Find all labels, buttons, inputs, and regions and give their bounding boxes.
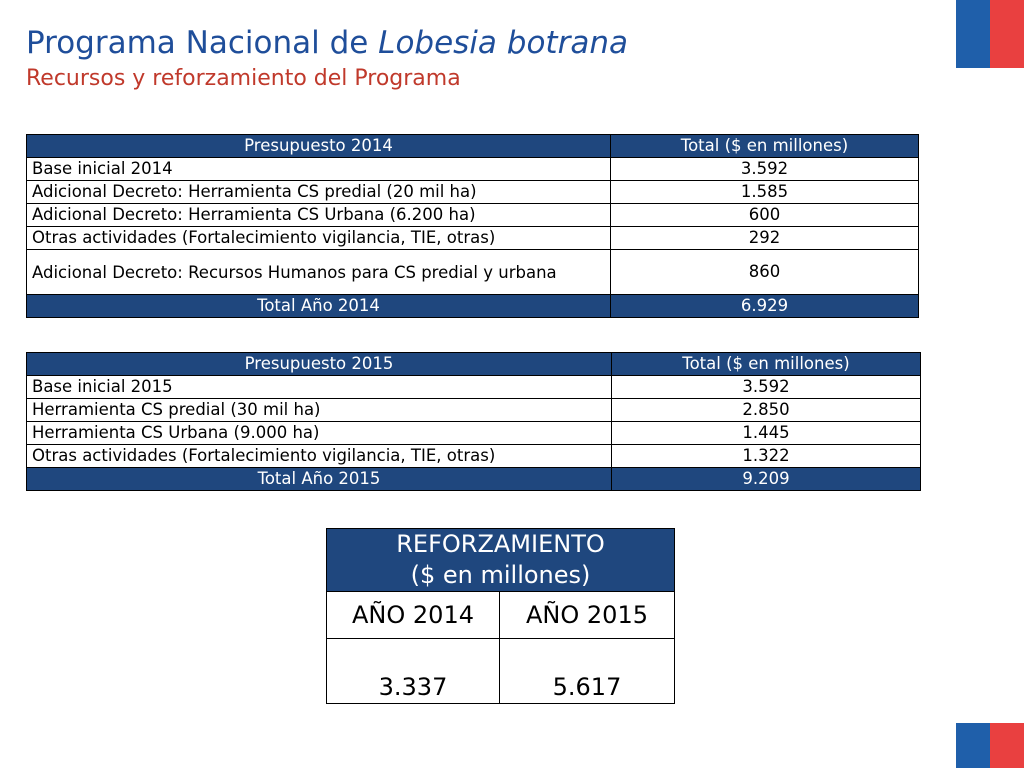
row-value: 2.850 [612, 399, 921, 422]
table-row [27, 399, 921, 422]
total-value: 6.929 [611, 295, 919, 318]
flag-bottom-decoration [956, 723, 1024, 768]
reinforcement-year-row [327, 592, 675, 639]
page-subtitle: Recursos y reforzamiento del Programa [26, 66, 461, 91]
budget-table-2014 [26, 134, 919, 318]
row-label: Otras actividades (Fortalecimiento vigilancia, TIE, otras) [27, 445, 612, 468]
table-row [27, 204, 919, 227]
table-row [27, 227, 919, 250]
reinforcement-title-line1: REFORZAMIENTO [396, 530, 605, 558]
table-row [27, 445, 921, 468]
header-budget: Presupuesto 2014 [27, 135, 611, 158]
row-label: Base inicial 2014 [27, 158, 611, 181]
table-row [27, 181, 919, 204]
row-value: 292 [611, 227, 919, 250]
table-row [27, 158, 919, 181]
reinforcement-title [327, 529, 675, 592]
row-value: 600 [611, 204, 919, 227]
header-budget: Presupuesto 2015 [27, 353, 612, 376]
header-total: Total ($ en millones) [611, 135, 919, 158]
year-2015-label: AÑO 2015 [500, 592, 675, 639]
year-2014-label: AÑO 2014 [327, 592, 500, 639]
table-row [27, 376, 921, 399]
flag-top-decoration [956, 0, 1024, 68]
budget-table-2015 [26, 352, 921, 491]
row-label: Adicional Decreto: Herramienta CS Urbana (6.200 ha) [27, 204, 611, 227]
total-label: Total Año 2014 [27, 295, 611, 318]
row-value: 3.592 [611, 158, 919, 181]
row-value: 1.585 [611, 181, 919, 204]
total-label: Total Año 2015 [27, 468, 612, 491]
title-species: Lobesia botrana [378, 25, 628, 61]
value-2014: 3.337 [327, 639, 500, 704]
row-label: Otras actividades (Fortalecimiento vigilancia, TIE, otras) [27, 227, 611, 250]
row-label: Base inicial 2015 [27, 376, 612, 399]
reinforcement-title-line2: ($ en millones) [410, 561, 591, 589]
value-2015: 5.617 [500, 639, 675, 704]
page-title [26, 25, 628, 61]
row-value: 3.592 [612, 376, 921, 399]
table-header-row [27, 353, 921, 376]
header-total: Total ($ en millones) [612, 353, 921, 376]
table-row [27, 250, 919, 295]
table-row [27, 422, 921, 445]
table-header-row [27, 135, 919, 158]
reinforcement-table [326, 528, 675, 704]
total-value: 9.209 [612, 468, 921, 491]
row-value: 860 [611, 250, 919, 295]
row-label: Herramienta CS Urbana (9.000 ha) [27, 422, 612, 445]
title-prefix: Programa Nacional de [26, 25, 379, 61]
table-total-row [27, 468, 921, 491]
row-value: 1.322 [612, 445, 921, 468]
reinforcement-value-row [327, 639, 675, 704]
reinforcement-header-row [327, 529, 675, 592]
row-value: 1.445 [612, 422, 921, 445]
row-label: Adicional Decreto: Herramienta CS predial (20 mil ha) [27, 181, 611, 204]
row-label: Adicional Decreto: Recursos Humanos para CS predial y urbana [27, 250, 611, 295]
table-total-row [27, 295, 919, 318]
row-label: Herramienta CS predial (30 mil ha) [27, 399, 612, 422]
